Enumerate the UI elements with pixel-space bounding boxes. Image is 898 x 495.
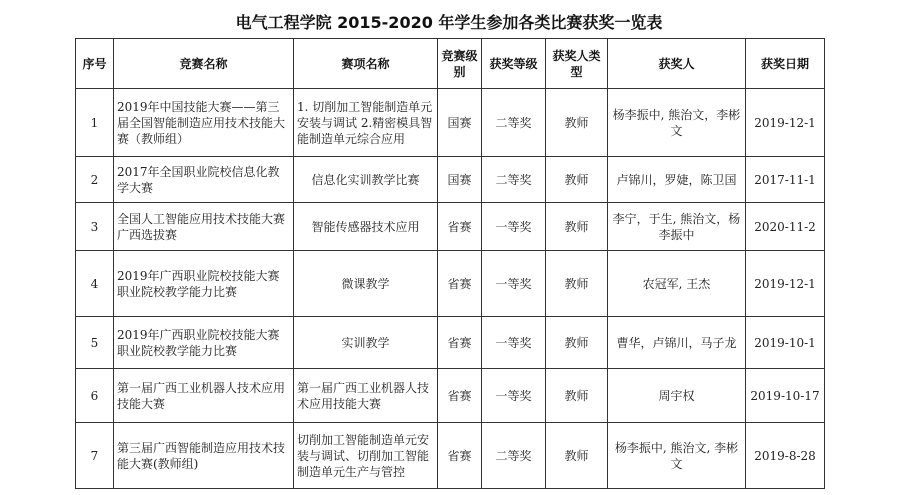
header-cell-competition: 竞赛名称 [114, 39, 294, 89]
cell-winners: 曹华，卢锦川，马子龙 [608, 317, 746, 369]
cell-date: 2019-10-17 [746, 369, 825, 423]
cell-winner-type: 教师 [546, 203, 608, 251]
cell-competition: 2019年广西职业院校技能大赛职业院校教学能力比赛 [114, 251, 294, 317]
cell-winner-type: 教师 [546, 251, 608, 317]
cell-date: 2020-11-2 [746, 203, 825, 251]
cell-winners: 杨李振中, 熊治文, 李彬文 [608, 423, 746, 489]
table-row [76, 203, 825, 251]
header-cell-date: 获奖日期 [746, 39, 825, 89]
cell-index: 3 [76, 203, 114, 251]
cell-date: 2019-10-1 [746, 317, 825, 369]
cell-award-grade: 一等奖 [482, 251, 546, 317]
table-row [76, 157, 825, 203]
table-row [76, 423, 825, 489]
cell-index: 2 [76, 157, 114, 203]
cell-award-grade: 一等奖 [482, 203, 546, 251]
cell-date: 2017-11-1 [746, 157, 825, 203]
cell-winner-type: 教师 [546, 423, 608, 489]
cell-award-grade: 一等奖 [482, 369, 546, 423]
cell-event: 信息化实训教学比赛 [294, 157, 438, 203]
cell-event: 微课教学 [294, 251, 438, 317]
header-cell-event: 赛项名称 [294, 39, 438, 89]
cell-index: 4 [76, 251, 114, 317]
cell-winners: 农冠军, 王杰 [608, 251, 746, 317]
cell-winners: 周宇权 [608, 369, 746, 423]
cell-event: 第一届广西工业机器人技术应用技能大赛 [294, 369, 438, 423]
cell-award-grade: 二等奖 [482, 423, 546, 489]
table-row [76, 317, 825, 369]
header-cell-award-grade: 获奖等级 [482, 39, 546, 89]
cell-level: 省赛 [438, 251, 482, 317]
cell-event: 切削加工智能制造单元安装与调试、切削加工智能制造单元生产与管控 [294, 423, 438, 489]
cell-award-grade: 二等奖 [482, 157, 546, 203]
cell-winner-type: 教师 [546, 317, 608, 369]
cell-level: 国赛 [438, 157, 482, 203]
document-title: 电气工程学院 2015-2020 年学生参加各类比赛获奖一览表 [235, 13, 663, 32]
cell-winner-type: 教师 [546, 157, 608, 203]
cell-competition: 2017年全国职业院校信息化教学大赛 [114, 157, 294, 203]
awards-table [75, 38, 825, 489]
header-row [76, 39, 825, 89]
cell-level: 省赛 [438, 369, 482, 423]
cell-event: 1. 切削加工智能制造单元安装与调试 2.精密模具智能制造单元综合应用 [294, 89, 438, 157]
header-cell-index: 序号 [76, 39, 114, 89]
cell-index: 7 [76, 423, 114, 489]
table-row [76, 251, 825, 317]
table-row [76, 89, 825, 157]
cell-date: 2019-12-1 [746, 251, 825, 317]
cell-competition: 2019年中国技能大赛——第三届全国智能制造应用技术技能大赛（教师组） [114, 89, 294, 157]
table-row [76, 369, 825, 423]
cell-competition: 2019年广西职业院校技能大赛职业院校教学能力比赛 [114, 317, 294, 369]
cell-competition: 第一届广西工业机器人技术应用技能大赛 [114, 369, 294, 423]
cell-date: 2019-8-28 [746, 423, 825, 489]
cell-winners: 卢锦川，罗婕，陈卫国 [608, 157, 746, 203]
cell-competition: 第三届广西智能制造应用技术技能大赛(教师组) [114, 423, 294, 489]
cell-award-grade: 二等奖 [482, 89, 546, 157]
cell-level: 省赛 [438, 317, 482, 369]
cell-competition: 全国人工智能应用技术技能大赛广西选拔赛 [114, 203, 294, 251]
cell-level: 国赛 [438, 89, 482, 157]
cell-level: 省赛 [438, 203, 482, 251]
header-cell-winners: 获奖人 [608, 39, 746, 89]
cell-level: 省赛 [438, 423, 482, 489]
cell-event: 智能传感器技术应用 [294, 203, 438, 251]
cell-award-grade: 一等奖 [482, 317, 546, 369]
cell-winners: 李宁，于生, 熊治文，杨李振中 [608, 203, 746, 251]
cell-index: 1 [76, 89, 114, 157]
header-cell-level: 竞赛级别 [438, 39, 482, 89]
cell-date: 2019-12-1 [746, 89, 825, 157]
cell-event: 实训教学 [294, 317, 438, 369]
cell-index: 5 [76, 317, 114, 369]
header-cell-winner-type: 获奖人类型 [546, 39, 608, 89]
cell-index: 6 [76, 369, 114, 423]
cell-winner-type: 教师 [546, 369, 608, 423]
cell-winners: 杨李振中, 熊治文，李彬文 [608, 89, 746, 157]
cell-winner-type: 教师 [546, 89, 608, 157]
